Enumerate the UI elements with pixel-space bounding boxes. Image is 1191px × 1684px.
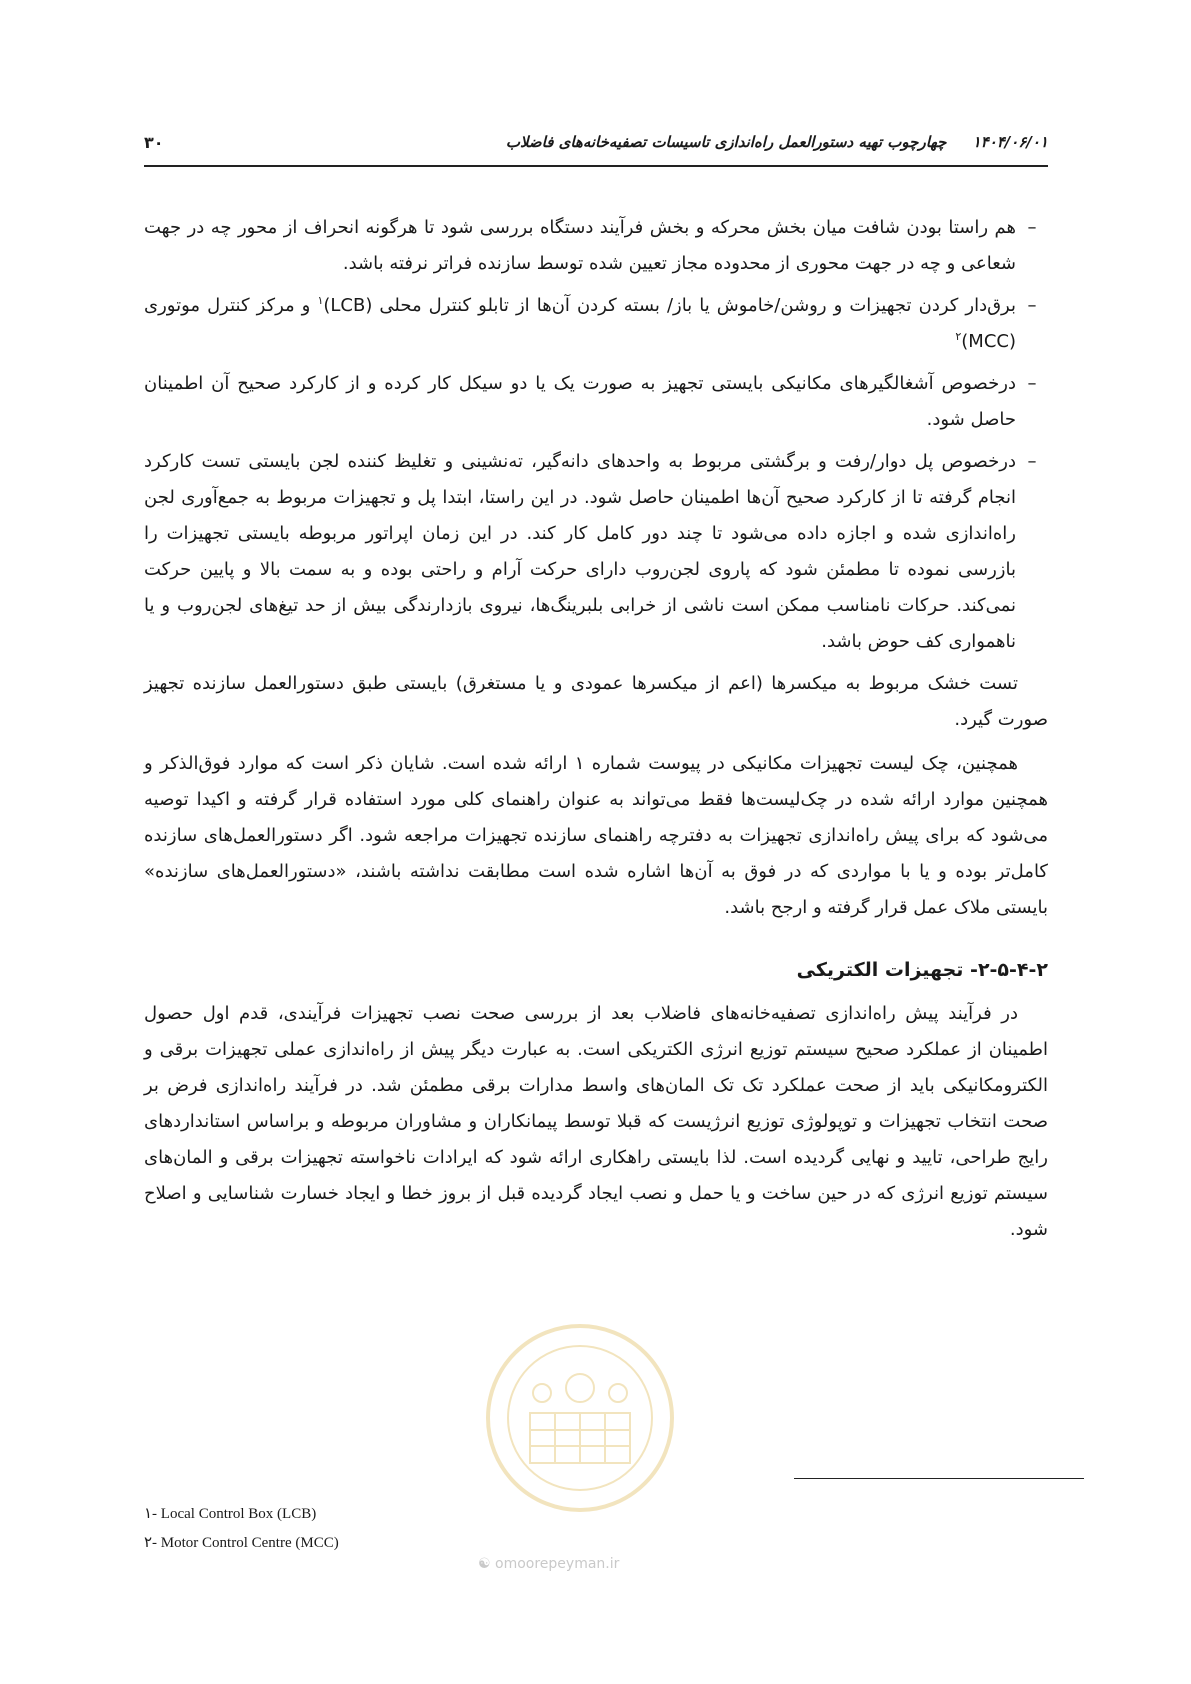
bullet-dash: –: [1027, 373, 1037, 394]
body-text: [144, 210, 1048, 1256]
bullet-text: درخصوص پل دوار/رفت و برگشتی مربوط به واحدهای دانه‌گیر، ته‌نشینی و تغلیظ کننده لجن بایستی تست کارکرد انجام گرفته تا از کارکرد صحیح آن‌ها اطمینان حاصل شود. در این راستا، ابتدا پل و تجهیزات مربوط به جمع‌آوری لجن راه‌اندازی شده و اجازه داده می‌شود تا چند دور کامل کار کند. در این زمان اپراتور مربوطه بایستی تجهیزات را بازرسی نموده تا مطمئن شود که پاروی لجن‌روب دارای حرکت آرام و راحتی بوده و به سمت بالا و پایین حرکت نمی‌کند. حرکات نامناسب ممکن است ناشی از خرابی بلبرینگ‌ها، نیروی بازدارندگی بیش از حد تیغ‌های لجن‌روب و یا ناهمواری کف حوض باشد.: [144, 451, 1016, 652]
footnote-ref: ۱: [317, 294, 324, 307]
header-date: ۱۴۰۴/۰۶/۰۱: [972, 133, 1048, 151]
bullet-text: درخصوص آشغالگیرهای مکانیکی بایستی تجهیز به صورت یک یا دو سیکل کار کرده و از کارکرد صحیح آن اطمینان حاصل شود.: [144, 373, 1016, 430]
footnotes: [144, 1500, 564, 1558]
bullet-dash: –: [1027, 295, 1037, 316]
header-title: چهارچوب تهیه دستورالعمل راه‌اندازی تاسیسات تصفیه‌خانه‌های فاضلاب: [505, 133, 947, 151]
footnote: ۲- Motor Control Centre (MCC): [144, 1535, 339, 1551]
section-heading: ۲-۵-۴-۲- تجهیزات الکتریکی: [796, 959, 1048, 981]
bullet-dash: –: [1027, 217, 1037, 238]
bullet-item: [144, 288, 1048, 360]
bullet-item: [144, 210, 1048, 282]
watermark-site: ☯ omoorepeyman.ir: [478, 1556, 620, 1572]
footnote: ۱- Local Control Box (LCB): [144, 1506, 317, 1522]
page-header: [144, 126, 1048, 158]
bullet-text-tail: و مرکز کنترل موتوری (MCC): [144, 295, 1016, 352]
bullet-text: [144, 288, 1016, 360]
bullet-text: هم راستا بودن شافت میان بخش محرکه و بخش فرآیند دستگاه بررسی شود تا هرگونه انحراف از محور چه در جهت شعاعی و چه در جهت محوری از محدوده مجاز تعیین شده توسط سازنده فراتر نرفته باشد.: [144, 217, 1016, 274]
bullet-item: [144, 444, 1048, 660]
header-rule: [144, 165, 1048, 167]
header-title-block: [506, 133, 1048, 151]
paragraph: همچنین، چک لیست تجهیزات مکانیکی در پیوست شماره ۱ ارائه شده است. شایان ذکر است که موارد فوق‌الذکر و همچنین موارد ارائه شده در چک‌لیست‌ها فقط می‌تواند به عنوان راهنمای کلی مورد استفاده قرار گرفته و اکیدا توصیه می‌شود که برای پیش راه‌اندازی تجهیزات به دفترچه راهنمای سازنده تجهیزات مراجعه شود. اگر دستورالعمل‌های سازنده کامل‌تر بوده و یا با مواردی که در فوق به آن‌ها اشاره شده است مطابقت نداشته باشند، «دستورالعمل‌های سازنده» بایستی ملاک عمل قرار گرفته و ارجح باشد.: [144, 753, 1048, 918]
footnote-ref: ۲: [955, 330, 962, 343]
bullet-item: [144, 366, 1048, 438]
paragraph: در فرآیند پیش راه‌اندازی تصفیه‌خانه‌های فاضلاب بعد از بررسی صحت نصب تجهیزات فرآیندی، قدم اول حصول اطمینان از عملکرد صحیح سیستم توزیع انرژی الکتریکی است. به عبارت دیگر پیش از راه‌اندازی عملی تجهیزات برقی و الکترومکانیکی باید از صحت عملکرد تک تک المان‌های واسط مدارات برقی مطمئن شد. در فرآیند راه‌اندازی فرض بر صحت انتخاب تجهیزات و توپولوژی توزیع انرژیست که قبلا توسط پیمانکاران و مشاوران مربوطه و براساس استانداردهای رایج طراحی، تایید و نهایی گردیده است. لذا بایستی راهکاری ارائه شود که ایرادات ناخواسته تجهیزات برقی و المان‌های سیستم توزیع انرژی که در حین ساخت و یا حمل و نصب ایجاد گردیده قبل از بروز خطا و ایجاد خسارت شناسایی و اصلاح شود.: [144, 1003, 1048, 1240]
footnote-rule: [794, 1478, 1084, 1479]
watermark-site-text: omoorepeyman.ir: [495, 1556, 620, 1572]
watermark-seal-icon: [480, 1318, 680, 1518]
paragraph: تست خشک مربوط به میکسرها (اعم از میکسرها عمودی و یا مستغرق) بایستی طبق دستورالعمل سازنده تجهیز صورت گیرد.: [144, 673, 1048, 730]
bullet-dash: –: [1027, 451, 1037, 472]
page-number: ۳۰: [144, 132, 164, 152]
bullet-text-part: برق‌دار کردن تجهیزات و روشن/خاموش یا باز/ بسته کردن آن‌ها از تابلو کنترل محلی (LCB): [323, 295, 1016, 316]
